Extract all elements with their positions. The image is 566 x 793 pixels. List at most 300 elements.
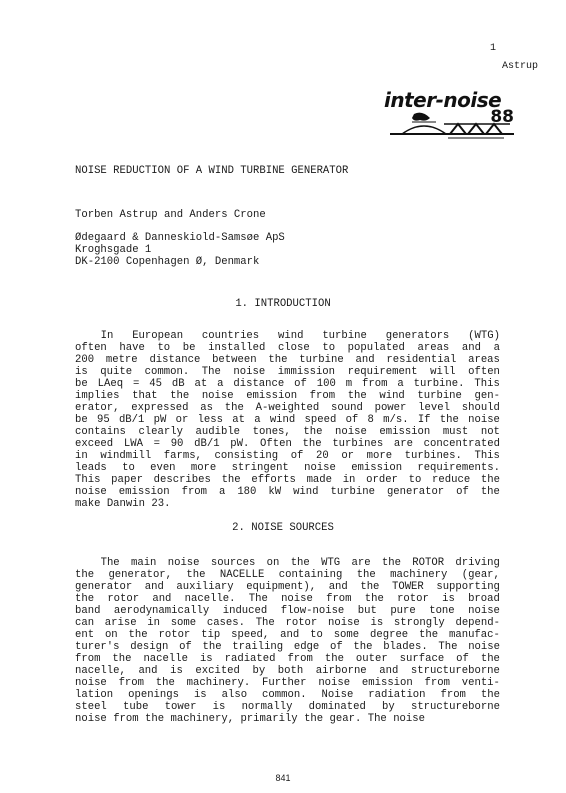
word: a <box>397 378 404 390</box>
footer-page-number: 841 <box>275 773 291 783</box>
text-line <box>75 450 500 462</box>
word: distance <box>233 378 285 390</box>
word: is <box>370 617 384 629</box>
word: depend- <box>455 617 500 629</box>
word: as <box>200 402 214 414</box>
word: driving <box>455 557 500 569</box>
word: LWA <box>123 438 143 450</box>
word: at <box>194 378 208 390</box>
word: noise <box>281 593 313 605</box>
word: The <box>100 557 120 569</box>
word: that <box>132 390 158 402</box>
word: by <box>252 665 266 677</box>
word: (WTG) <box>468 330 500 342</box>
word: rotor <box>107 593 140 605</box>
bridge-logo-icon <box>384 108 520 144</box>
text-line <box>75 330 500 342</box>
word: The <box>201 366 221 378</box>
word: design <box>130 641 169 653</box>
word: of <box>179 641 192 653</box>
affiliation-line: Ødegaard & Danneskiold-Samsøe ApS <box>75 232 285 244</box>
word: the <box>112 653 132 665</box>
word: from <box>287 653 313 665</box>
word: surface <box>399 653 445 665</box>
word: are <box>393 438 413 450</box>
word: manufac- <box>449 629 500 641</box>
word: strongly <box>393 617 445 629</box>
word: the <box>480 653 500 665</box>
word: 200 <box>75 354 95 366</box>
word: quite <box>100 366 133 378</box>
word: The <box>367 713 387 725</box>
word: equipment), <box>246 581 317 593</box>
word: the <box>221 474 241 486</box>
word: dB <box>171 378 185 390</box>
word: A-weighted <box>255 402 320 414</box>
text-line <box>75 378 500 390</box>
word: or <box>341 450 355 462</box>
word: = <box>153 438 160 450</box>
word: noise <box>201 390 234 402</box>
word: a <box>217 378 224 390</box>
word: from <box>181 486 208 498</box>
word: flow-noise <box>280 605 345 617</box>
word: the <box>381 557 401 569</box>
word: the <box>303 426 323 438</box>
word: 180 <box>237 486 257 498</box>
word: be <box>182 342 196 354</box>
word: the <box>353 641 373 653</box>
logo-text: inter-noise <box>384 88 502 112</box>
text-line <box>75 641 500 653</box>
word: in <box>342 474 356 486</box>
word: be <box>75 378 88 390</box>
word: noise <box>75 677 107 689</box>
word: close <box>277 342 310 354</box>
word: lation <box>75 689 114 701</box>
text-line <box>75 414 500 426</box>
word: noise <box>304 462 336 474</box>
word: nacelle, <box>75 665 126 677</box>
word: rotor <box>397 593 429 605</box>
word: In <box>100 330 114 342</box>
word: dB/1 <box>194 438 220 450</box>
word: installed <box>208 342 266 354</box>
word: is <box>170 665 183 677</box>
word: wind <box>293 486 319 498</box>
word: noise <box>318 677 351 689</box>
word: the <box>364 593 384 605</box>
word: some <box>170 617 197 629</box>
word: the <box>290 557 310 569</box>
word: ent <box>75 629 95 641</box>
word: the <box>439 414 459 426</box>
introduction-paragraph <box>75 330 500 510</box>
word: This <box>75 474 101 486</box>
text-line <box>75 593 500 605</box>
word: from <box>118 677 145 689</box>
word: requirements. <box>417 462 500 474</box>
word: excited <box>195 665 240 677</box>
affiliation-block <box>75 232 285 268</box>
word: should <box>461 402 500 414</box>
word: 45 <box>149 378 162 390</box>
word: from <box>424 677 450 689</box>
text-line <box>75 474 500 486</box>
word: describes <box>153 474 211 486</box>
word: of <box>294 378 307 390</box>
word: the <box>75 569 95 581</box>
text-line <box>75 605 500 617</box>
word: the <box>145 713 165 725</box>
word: noise <box>75 713 107 725</box>
text-line <box>75 713 500 725</box>
word: 20 <box>316 450 329 462</box>
section-heading-noise-sources: 2. NOISE SOURCES <box>232 522 334 534</box>
word: made <box>306 474 332 486</box>
word: emission <box>246 390 298 402</box>
word: areas <box>468 354 500 366</box>
word: This <box>474 378 500 390</box>
logo-year: 88 <box>490 107 514 127</box>
word: containing <box>278 569 343 581</box>
word: to <box>408 474 422 486</box>
word: turbine <box>330 486 375 498</box>
word: noise <box>335 426 367 438</box>
word: the <box>480 486 500 498</box>
word: exceed <box>75 438 114 450</box>
word: from <box>75 653 101 665</box>
word: the <box>360 581 380 593</box>
word: paper <box>111 474 143 486</box>
text-line <box>75 402 500 414</box>
word: tube <box>123 701 149 713</box>
word: the <box>324 653 344 665</box>
word: and <box>328 581 348 593</box>
word: or <box>175 414 189 426</box>
word: emission <box>361 677 413 689</box>
word: both <box>277 665 304 677</box>
word: erator, <box>75 402 120 414</box>
word: m/s. <box>383 414 409 426</box>
word: sources <box>210 557 256 569</box>
word: LAeq <box>97 378 124 390</box>
word: to <box>310 629 323 641</box>
word: on <box>266 557 280 569</box>
text-line <box>75 689 500 701</box>
word: Noise <box>321 689 354 701</box>
word: noise <box>167 557 200 569</box>
word: from <box>440 689 466 701</box>
word: the <box>356 569 376 581</box>
word: machinery, <box>170 713 235 725</box>
word: supporting <box>436 581 500 593</box>
word: turbines. <box>404 450 462 462</box>
word: the <box>224 402 244 414</box>
word: noise <box>327 617 360 629</box>
word: in <box>75 450 88 462</box>
word: tower <box>164 701 197 713</box>
word: and <box>461 342 481 354</box>
word: the <box>155 677 175 689</box>
text-line <box>75 498 500 510</box>
word: wind <box>278 330 304 342</box>
word: from <box>362 378 388 390</box>
word: a <box>254 414 261 426</box>
word: If <box>417 414 431 426</box>
word: and <box>138 665 158 677</box>
text-line <box>75 701 500 713</box>
text-line <box>75 354 500 366</box>
text-line <box>75 629 500 641</box>
word: broad <box>468 593 500 605</box>
word: machinery. <box>186 677 251 689</box>
word: is <box>75 366 88 378</box>
word: speed, <box>231 629 270 641</box>
word: blades. <box>383 641 428 653</box>
word: of <box>345 414 359 426</box>
word: radiated <box>224 653 276 665</box>
text-line <box>75 390 500 402</box>
word: trailing <box>232 641 284 653</box>
word: tones, <box>252 426 291 438</box>
text-line <box>75 486 500 498</box>
word: cases. <box>206 617 245 629</box>
word: edge <box>293 641 320 653</box>
word: farms, <box>163 450 202 462</box>
word: m <box>345 378 353 390</box>
word: countries <box>201 330 260 342</box>
text-line <box>75 438 500 450</box>
word: wind <box>269 414 296 426</box>
word: reduce <box>432 474 471 486</box>
word: generator, <box>108 569 173 581</box>
word: is <box>212 701 226 713</box>
word: noise <box>468 641 500 653</box>
author-tag: Astrup <box>501 61 538 72</box>
word: turbine <box>417 390 462 402</box>
word: and <box>144 581 164 593</box>
word: noise <box>75 486 107 498</box>
word: to <box>157 342 171 354</box>
word: noise <box>468 414 500 426</box>
noise-sources-paragraph <box>75 557 500 725</box>
word: The <box>248 593 268 605</box>
page-number: 1 <box>489 43 496 54</box>
word: emission <box>351 462 403 474</box>
word: generators <box>385 330 450 342</box>
word: 90 <box>170 438 184 450</box>
word: requirement <box>347 366 418 378</box>
word: turer's <box>75 641 120 653</box>
word: level <box>418 402 450 414</box>
word: speed <box>304 414 337 426</box>
word: will <box>430 366 456 378</box>
word: NACELLE <box>219 569 265 581</box>
word: degree <box>370 629 409 641</box>
word: order <box>366 474 398 486</box>
word: often <box>75 342 107 354</box>
section-heading-introduction: 1. INTRODUCTION <box>235 298 331 310</box>
word: a <box>493 342 500 354</box>
word: emission <box>118 486 170 498</box>
word: of <box>329 641 343 653</box>
word: the <box>268 354 288 366</box>
word: 8 <box>367 414 374 426</box>
word: contains <box>75 426 126 438</box>
word: the <box>480 474 500 486</box>
word: European <box>132 330 184 342</box>
word: power <box>374 402 407 414</box>
word: consisting <box>214 450 279 462</box>
word: a <box>219 486 226 498</box>
word: is <box>199 653 213 665</box>
word: wind <box>379 390 405 402</box>
word: the <box>170 390 190 402</box>
word: WTG <box>321 557 341 569</box>
word: ROTOR <box>412 557 445 569</box>
word: common. <box>262 689 307 701</box>
word: kW <box>268 486 282 498</box>
word: gen- <box>474 390 500 402</box>
word: stringent <box>231 462 289 474</box>
word: of <box>456 486 469 498</box>
word: Further <box>262 677 307 689</box>
word: be <box>75 414 88 426</box>
word: of <box>456 653 469 665</box>
word: areas <box>417 342 450 354</box>
word: also <box>221 689 248 701</box>
text-line <box>75 665 500 677</box>
word: from <box>309 390 336 402</box>
word: noise <box>393 713 425 725</box>
affiliation-line: Kroghsgade 1 <box>75 244 152 256</box>
word: to <box>122 462 135 474</box>
word: but <box>357 605 377 617</box>
word: arise <box>104 617 137 629</box>
word: turbine <box>322 330 367 342</box>
word: emission <box>379 426 431 438</box>
word: to <box>322 342 336 354</box>
word: from <box>113 713 139 725</box>
word: structureborne <box>410 665 500 677</box>
word: and <box>280 629 300 641</box>
word: TOWER <box>391 581 424 593</box>
word: the <box>347 390 367 402</box>
word: pW <box>153 414 167 426</box>
word: steel <box>75 701 107 713</box>
word: The <box>438 641 458 653</box>
text-line <box>75 677 500 689</box>
word: This <box>474 450 500 462</box>
word: the <box>304 713 324 725</box>
word: and <box>355 354 375 366</box>
word: The <box>255 617 275 629</box>
word: and <box>152 593 172 605</box>
word: tip <box>201 629 221 641</box>
word: 100 <box>316 378 336 390</box>
word: the <box>419 629 439 641</box>
word: aerodynamically <box>113 605 210 617</box>
word: the <box>75 593 95 605</box>
word: by <box>382 701 395 713</box>
word: residential <box>386 354 457 366</box>
word: some <box>333 629 360 641</box>
word: efforts <box>251 474 296 486</box>
word: (gear, <box>461 569 500 581</box>
word: rotor <box>158 629 191 641</box>
word: 95 <box>96 414 110 426</box>
paper-authors: Torben Astrup and Anders Crone <box>75 209 266 221</box>
text-line <box>75 617 500 629</box>
word: the <box>480 689 500 701</box>
word: distance <box>149 354 201 366</box>
word: is <box>442 593 455 605</box>
word: machinery <box>390 569 448 581</box>
word: band <box>75 605 101 617</box>
word: implies <box>75 390 120 402</box>
word: the <box>302 438 322 450</box>
text-line <box>75 557 500 569</box>
word: dB/1 <box>118 414 145 426</box>
word: clearly <box>138 426 183 438</box>
word: concentrated <box>423 438 500 450</box>
word: sound <box>331 402 363 414</box>
word: expressed <box>131 402 189 414</box>
affiliation-line: DK-2100 Copenhagen Ø, Denmark <box>75 256 260 268</box>
word: metre <box>105 354 138 366</box>
word: nacelle. <box>184 593 236 605</box>
word: outer <box>355 653 388 665</box>
word: can <box>75 617 95 629</box>
word: must <box>442 426 469 438</box>
text-line <box>75 581 500 593</box>
word: pure <box>390 605 416 617</box>
word: from <box>326 593 352 605</box>
word: the <box>128 629 148 641</box>
word: on <box>104 629 118 641</box>
word: windmill <box>100 450 152 462</box>
word: generator <box>75 581 133 593</box>
word: nacelle <box>143 653 188 665</box>
word: pW. <box>230 438 250 450</box>
word: turbine. <box>413 378 465 390</box>
word: primarily <box>240 713 298 725</box>
word: between <box>212 354 257 366</box>
text-line <box>75 342 500 354</box>
word: have <box>119 342 145 354</box>
word: and <box>379 665 399 677</box>
word: turbine <box>299 354 344 366</box>
word: turbines <box>332 438 384 450</box>
word: noise <box>233 366 266 378</box>
word: Danwin <box>106 498 145 510</box>
word: openings <box>128 689 179 701</box>
word: airborne <box>315 665 367 677</box>
word: the <box>202 641 222 653</box>
word: gear. <box>329 713 362 725</box>
text-line <box>75 462 500 474</box>
word: tone <box>429 605 455 617</box>
word: is <box>193 689 207 701</box>
word: the <box>186 569 206 581</box>
word: generator <box>386 486 445 498</box>
word: main <box>130 557 157 569</box>
word: often <box>468 366 500 378</box>
word: less <box>197 414 223 426</box>
paper-title: NOISE REDUCTION OF A WIND TURBINE GENERATOR <box>75 165 349 177</box>
word: not <box>480 426 500 438</box>
